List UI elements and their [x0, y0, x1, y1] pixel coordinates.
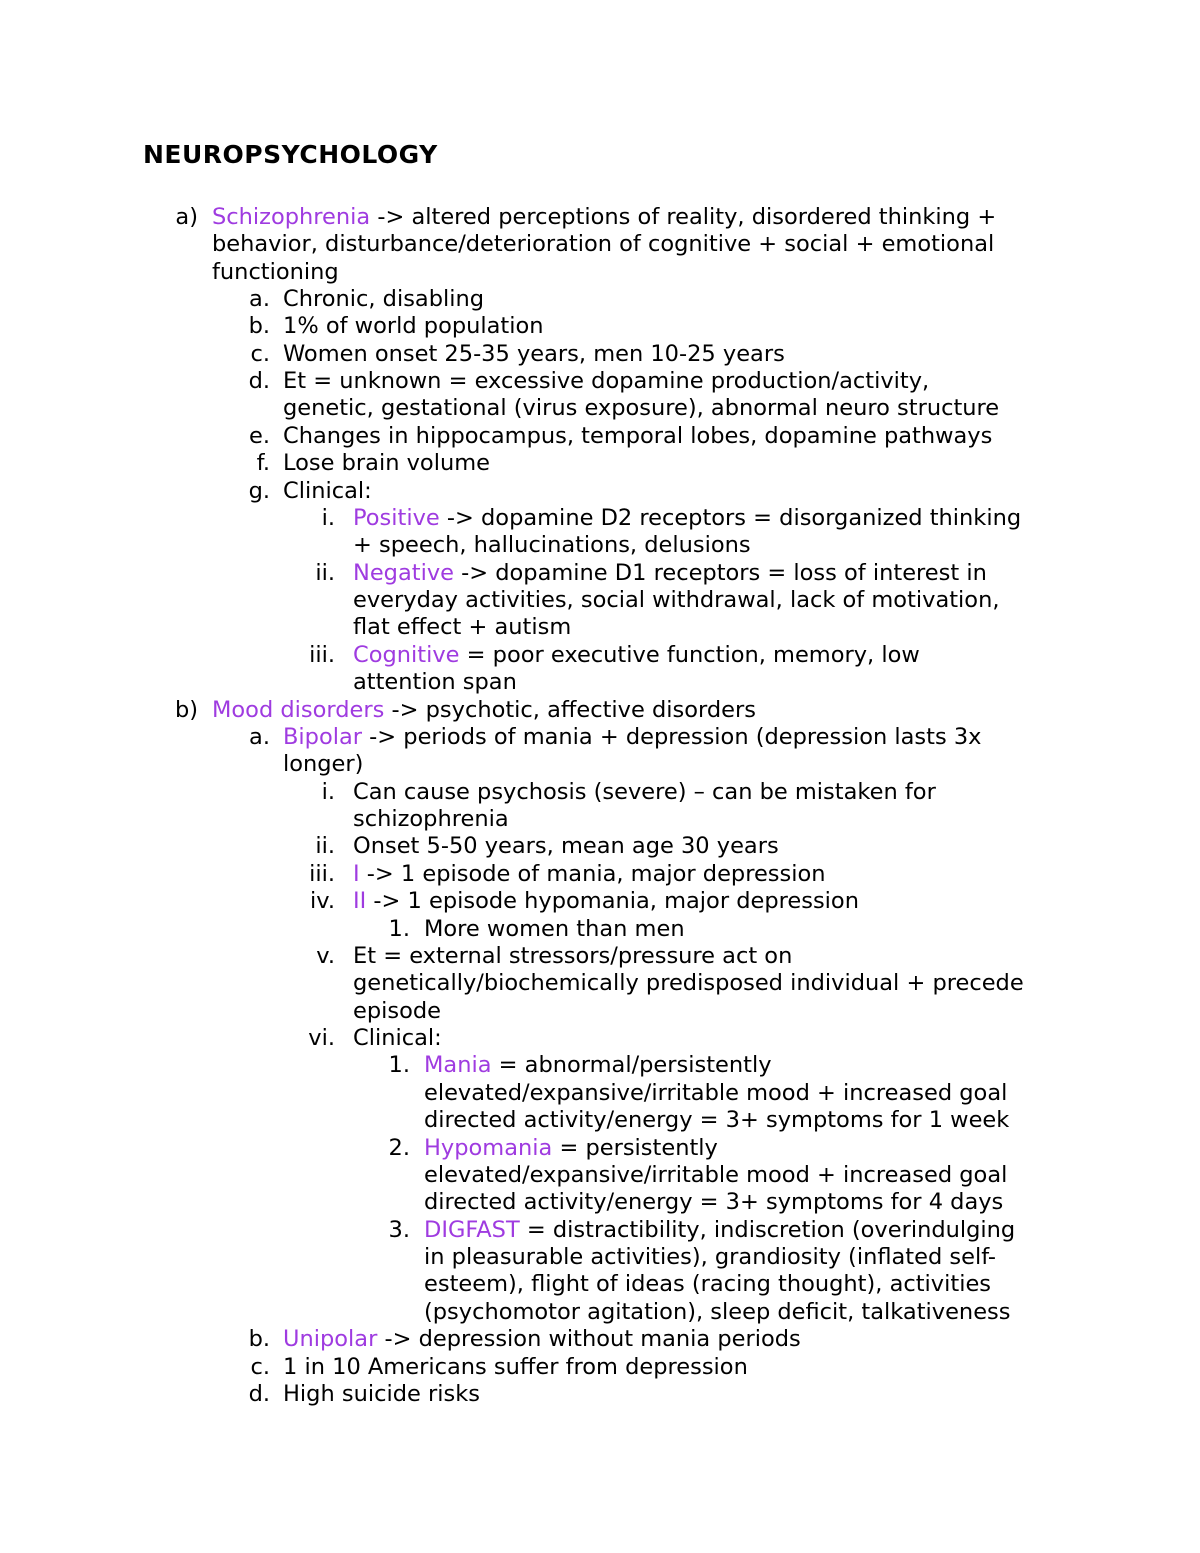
- list-marker: ii.: [315, 833, 335, 859]
- list-marker: iii.: [309, 642, 335, 668]
- list-item-line: [283, 1354, 748, 1381]
- list-item-line: [353, 833, 779, 860]
- list-item-line: [283, 724, 981, 751]
- line-text: Clinical:: [283, 478, 372, 504]
- list-item-line: [353, 888, 859, 915]
- highlighted-term: I: [353, 861, 360, 887]
- list-marker: i.: [321, 505, 335, 531]
- line-text: -> 1 episode hypomania, major depression: [366, 888, 859, 914]
- list-item-line: [424, 1107, 1009, 1134]
- list-item-line: [283, 1326, 801, 1353]
- list-item-line: [424, 1189, 1003, 1216]
- list-item-line: [212, 231, 994, 258]
- line-text: functioning: [212, 259, 339, 285]
- list-marker: i.: [321, 779, 335, 805]
- list-item-line: [353, 669, 517, 696]
- highlighted-term: DIGFAST: [424, 1217, 520, 1243]
- line-text: -> psychotic, affective disorders: [384, 697, 756, 723]
- line-text: episode: [353, 998, 441, 1024]
- list-marker: d.: [248, 1381, 270, 1407]
- line-text: schizophrenia: [353, 806, 509, 832]
- highlighted-term: Cognitive: [353, 642, 460, 668]
- list-item-line: [353, 998, 441, 1025]
- line-text: Women onset 25-35 years, men 10-25 years: [283, 341, 785, 367]
- list-item-line: [283, 450, 490, 477]
- list-marker: a): [175, 204, 198, 230]
- line-text: Clinical:: [353, 1025, 442, 1051]
- page-title: NEUROPSYCHOLOGY: [143, 140, 438, 169]
- list-marker: b.: [248, 313, 270, 339]
- list-item-line: [353, 505, 1021, 532]
- list-marker: e.: [249, 423, 270, 449]
- list-marker: b): [174, 697, 198, 723]
- line-text: directed activity/energy = 3+ symptoms for 4 days: [424, 1189, 1004, 1215]
- line-text: genetically/biochemically predisposed individual + precede: [353, 970, 1024, 996]
- list-item-line: [283, 478, 372, 505]
- line-text: behavior, disturbance/deterioration of cognitive + social + emotional: [212, 231, 995, 257]
- list-marker: iii.: [309, 861, 335, 887]
- list-marker: c.: [250, 1354, 270, 1380]
- list-item-line: [353, 614, 571, 641]
- line-text: elevated/expansive/irritable mood + increased goal: [424, 1080, 1008, 1106]
- list-item-line: [424, 1162, 1007, 1189]
- list-item-line: [424, 1299, 1010, 1326]
- list-marker: 2.: [388, 1135, 410, 1161]
- highlighted-term: Bipolar: [283, 724, 363, 750]
- line-text: Chronic, disabling: [283, 286, 485, 312]
- highlighted-term: Unipolar: [283, 1326, 378, 1352]
- line-text: flat effect + autism: [353, 614, 572, 640]
- list-item-line: [424, 1080, 1007, 1107]
- line-text: -> altered perceptions of reality, disordered thinking +: [370, 204, 997, 230]
- list-item-line: [353, 532, 751, 559]
- line-text: -> dopamine D1 receptors = loss of interest in: [453, 560, 987, 586]
- list-marker: 3.: [388, 1217, 410, 1243]
- line-text: More women than men: [424, 916, 685, 942]
- list-item-line: [353, 642, 920, 669]
- list-item-line: [283, 395, 999, 422]
- list-item-line: [353, 1025, 442, 1052]
- line-text: -> dopamine D2 receptors = disorganized thinking: [439, 505, 1022, 531]
- line-text: elevated/expansive/irritable mood + increased goal: [424, 1162, 1008, 1188]
- list-item-line: [283, 751, 363, 778]
- list-item-line: [353, 560, 987, 587]
- list-item-line: [353, 943, 792, 970]
- list-item-line: [424, 916, 685, 943]
- list-item-line: [424, 1271, 991, 1298]
- line-text: Lose brain volume: [283, 450, 490, 476]
- line-text: = abnormal/persistently: [491, 1052, 772, 1078]
- line-text: = poor executive function, memory, low: [459, 642, 920, 668]
- list-marker: g.: [248, 478, 270, 504]
- highlighted-term: Negative: [353, 560, 454, 586]
- list-marker: vi.: [308, 1025, 335, 1051]
- list-item-line: [424, 1135, 718, 1162]
- list-item-line: [424, 1217, 1015, 1244]
- line-text: -> 1 episode of mania, major depression: [359, 861, 826, 887]
- line-text: 1 in 10 Americans suffer from depression: [283, 1354, 748, 1380]
- list-item-line: [283, 313, 544, 340]
- list-marker: v.: [316, 943, 335, 969]
- list-item-line: [353, 779, 936, 806]
- list-item-line: [353, 861, 826, 888]
- list-marker: d.: [248, 368, 270, 394]
- highlighted-term: Schizophrenia: [212, 204, 371, 230]
- list-marker: a.: [249, 724, 270, 750]
- line-text: everyday activities, social withdrawal, lack of motivation,: [353, 587, 1000, 613]
- line-text: (psychomotor agitation), sleep deficit, talkativeness: [424, 1299, 1011, 1325]
- line-text: directed activity/energy = 3+ symptoms for 1 week: [424, 1107, 1010, 1133]
- list-item-line: [212, 204, 996, 231]
- list-item-line: [212, 697, 756, 724]
- highlighted-term: Positive: [353, 505, 440, 531]
- line-text: = persistently: [552, 1135, 718, 1161]
- line-text: longer): [283, 751, 364, 777]
- line-text: in pleasurable activities), grandiosity (inflated self-: [424, 1244, 997, 1270]
- line-text: Et = unknown = excessive dopamine production/activity,: [283, 368, 930, 394]
- list-marker: c.: [250, 341, 270, 367]
- list-item-line: [283, 368, 929, 395]
- list-marker: 1.: [388, 1052, 410, 1078]
- highlighted-term: II: [353, 888, 367, 914]
- list-marker: f.: [256, 450, 270, 476]
- list-item-line: [424, 1244, 996, 1271]
- line-text: -> periods of mania + depression (depression lasts 3x: [362, 724, 982, 750]
- highlighted-term: Mania: [424, 1052, 492, 1078]
- list-item-line: [353, 587, 1000, 614]
- list-marker: ii.: [315, 560, 335, 586]
- list-item-line: [212, 259, 339, 286]
- line-text: Et = external stressors/pressure act on: [353, 943, 793, 969]
- line-text: esteem), flight of ideas (racing thought), activities: [424, 1271, 992, 1297]
- list-item-line: [353, 806, 509, 833]
- list-marker: 1.: [388, 916, 410, 942]
- line-text: 1% of world population: [283, 313, 544, 339]
- line-text: Onset 5-50 years, mean age 30 years: [353, 833, 779, 859]
- list-item-line: [424, 1052, 772, 1079]
- list-item-line: [353, 970, 1024, 997]
- line-text: + speech, hallucinations, delusions: [353, 532, 751, 558]
- line-text: Changes in hippocampus, temporal lobes, dopamine pathways: [283, 423, 993, 449]
- list-marker: a.: [249, 286, 270, 312]
- line-text: -> depression without mania periods: [377, 1326, 801, 1352]
- list-item-line: [283, 341, 785, 368]
- line-text: Can cause psychosis (severe) – can be mistaken for: [353, 779, 936, 805]
- list-item-line: [283, 423, 992, 450]
- list-item-line: [283, 286, 484, 313]
- list-marker: b.: [248, 1326, 270, 1352]
- list-marker: iv.: [310, 888, 335, 914]
- line-text: genetic, gestational (virus exposure), abnormal neuro structure: [283, 395, 1000, 421]
- line-text: = distractibility, indiscretion (overindulging: [519, 1217, 1016, 1243]
- highlighted-term: Hypomania: [424, 1135, 553, 1161]
- line-text: attention span: [353, 669, 517, 695]
- list-item-line: [283, 1381, 480, 1408]
- highlighted-term: Mood disorders: [212, 697, 385, 723]
- line-text: High suicide risks: [283, 1381, 480, 1407]
